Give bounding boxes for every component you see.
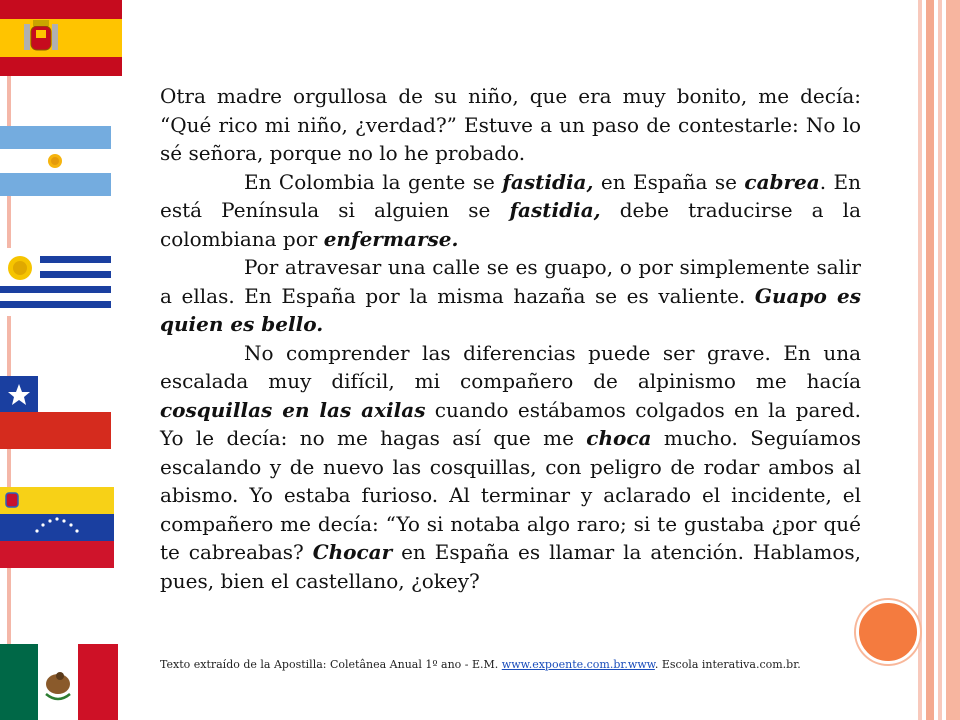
left-stripe [7,449,11,487]
paragraph-4: No comprender las diferencias puede ser grave. En una escalada muy difícil, mi compañero de alpinismo me hacía cosquillas en las axilas cuando estábamos colgados en la pared. Yo le decía: no me hagas así que me choca mucho. Seguíamos escalando y de nuevo las cosquillas, con peligro de rodar ambos al abismo. Yo estaba furioso. Al terminar y aclarado el incidente, el compañero me decía: “Yo si notaba algo raro; si te gustaba ¿por qué te cabreabas? Chocar en España es llamar la atención. Hablamos, pues, bien el castellano, ¿okey? [160,340,862,593]
source-note: Texto extraído de la Apostilla: Coletânea Anual 1º ano - E.M. www.expoente.com.br.www. Escola interativa.com.br. [160,658,801,671]
spain-flag-icon [0,0,122,76]
left-stripe [7,316,11,376]
right-stripe [946,0,960,720]
body-text [160,82,861,595]
paragraph-2: En Colombia la gente se fastidia, en España se cabrea. En está Península si alguien se fastidia, debe traducirse a la colombiana por enfermarse. [160,169,861,251]
chile-flag-icon [0,376,122,449]
left-stripe [7,568,11,644]
right-stripe [926,0,934,720]
argentina-flag-icon [0,126,122,196]
mexico-flag-icon [0,644,122,720]
uruguay-flag-icon [0,248,122,316]
right-stripe [938,0,942,720]
decorative-circle [856,600,920,664]
paragraph-1: Otra madre orgullosa de su niño, que era muy bonito, me decía: “Qué rico mi niño, ¿verdad?” Estuve a un paso de contestarle: No lo sé señora, porque no lo he probado. [160,84,861,165]
paragraph-3: Por atravesar una calle se es guapo, o por simplemente salir a ellas. En España por la misma hazaña se es valiente. Guapo es quien es bello. [160,255,862,336]
left-stripe [7,76,11,126]
venezuela-flag-icon [0,487,122,568]
left-stripe [7,196,11,248]
source-link[interactable]: www.expoente.com.br.www [501,658,655,671]
right-stripe [918,0,922,720]
